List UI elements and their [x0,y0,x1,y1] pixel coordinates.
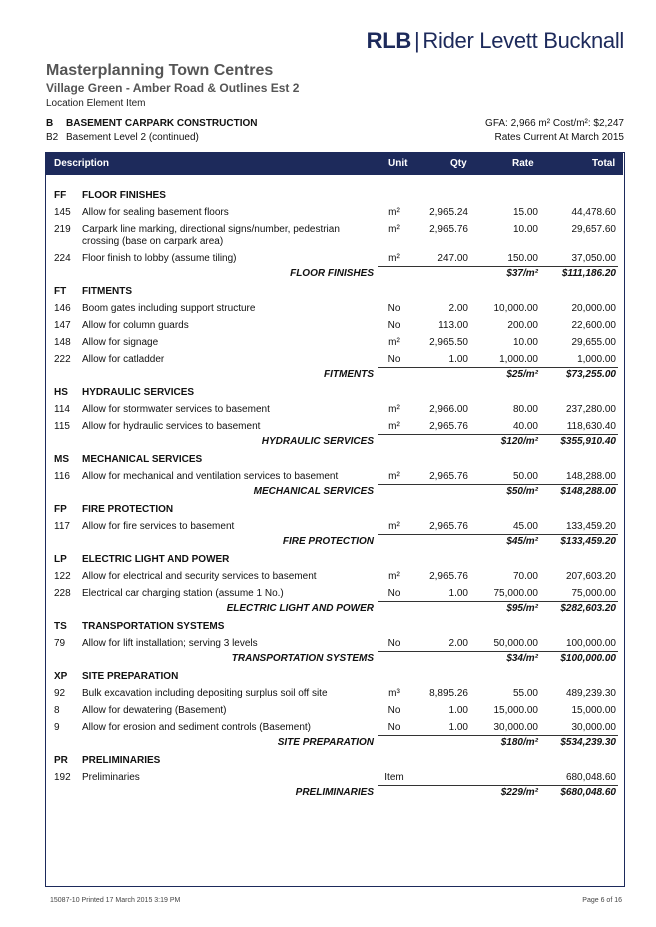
subtotal-label: PRELIMINARIES [295,787,374,798]
subtotal-rule [378,735,618,736]
group-name: MECHANICAL SERVICES [82,454,203,465]
group-code: MS [54,454,69,465]
item-description: Allow for erosion and sediment controls (Basement) [82,722,311,733]
item-rate: 75,000.00 [493,588,538,599]
item-qty: 2,965.76 [429,521,468,532]
item-unit: m² [388,471,400,482]
subtotal-rule [378,601,618,602]
subtotal-total: $148,288.00 [560,486,616,497]
subtotal-rate: $45/m² [506,536,538,547]
item-qty: 2,965.50 [429,337,468,348]
item-code: 147 [54,320,71,331]
item-unit: m³ [388,688,400,699]
item-code: 228 [54,588,71,599]
subtotal-rate: $180/m² [500,737,538,748]
item-total: 237,280.00 [565,404,616,415]
group-code: XP [54,671,68,682]
subtotal-rule [378,484,618,485]
item-unit: No [387,320,401,331]
item-description: Allow for fire services to basement [82,521,235,532]
item-rate: 30,000.00 [493,722,538,733]
subtotal-rate: $25/m² [506,369,538,380]
subtotal-total: $355,910.40 [560,436,616,447]
item-total: 20,000.00 [571,303,616,314]
subtotal-rule [378,651,618,652]
footer-print-info: 15087-10 Printed 17 March 2015 3:19 PM [50,897,181,904]
item-unit: No [387,354,401,365]
subsection-heading: B2 Basement Level 2 (continued) [46,132,199,143]
group-name: FIRE PROTECTION [82,504,174,515]
item-rate: 1,000.00 [499,354,538,365]
subtotal-total: $680,048.60 [560,787,616,798]
item-qty: 2,966.00 [429,404,468,415]
item-total: 118,630.40 [566,421,616,432]
subtotal-total: $282,603.20 [560,603,616,614]
gfa-info: GFA: 2,966 m² Cost/m²: $2,247 [485,118,624,129]
item-qty: 2.00 [448,303,468,314]
item-unit: m² [388,253,400,264]
subtotal-rule [378,785,618,786]
item-qty: 2,965.76 [429,571,468,582]
subtotal-total: $534,239.30 [560,737,616,748]
item-description: Allow for lift installation; serving 3 levels [82,638,258,649]
subtotal-total: $111,186.20 [561,268,616,279]
item-unit: Item [384,772,404,783]
group-name: ELECTRIC LIGHT AND POWER [82,554,230,565]
item-rate: 70.00 [512,571,538,582]
item-description: Boom gates including support structure [82,303,256,314]
item-rate: 150.00 [507,253,538,264]
item-rate: 40.00 [512,421,538,432]
item-unit: m² [388,421,400,432]
group-name: FITMENTS [82,286,132,297]
group-code: HS [54,387,68,398]
item-rate: 15.00 [512,207,538,218]
col-qty: Qty [450,158,467,169]
item-rate: 80.00 [512,404,538,415]
item-unit: No [387,303,401,314]
item-description: Allow for mechanical and ventilation services to basement [82,471,339,482]
subtotal-rate: $120/m² [500,436,538,447]
item-rate: 55.00 [512,688,538,699]
item-unit: No [387,638,401,649]
item-code: 92 [54,688,66,699]
item-code: 79 [54,638,66,649]
group-name: SITE PREPARATION [82,671,179,682]
group-code: FP [54,504,67,515]
group-name: FLOOR FINISHES [82,190,166,201]
footer-page-number: Page 6 of 16 [582,897,622,904]
group-code: LP [54,554,67,565]
item-description: Bulk excavation including depositing surplus soil off site [82,688,328,699]
item-qty: 1.00 [448,705,468,716]
item-description: Preliminaries [82,772,140,783]
col-description: Description [54,158,110,169]
group-name: HYDRAULIC SERVICES [82,387,195,398]
item-qty: 1.00 [448,588,468,599]
item-unit: m² [388,224,400,235]
item-total: 30,000.00 [571,722,616,733]
item-qty: 2,965.76 [429,471,468,482]
item-description: Allow for catladder [82,354,165,365]
subtotal-label: SITE PREPARATION [277,737,374,748]
group-code: FF [54,190,67,201]
item-code: 9 [54,722,60,733]
subtotal-label: ELECTRIC LIGHT AND POWER [226,603,374,614]
item-description: Carpark line marking, directional signs/number, pedestrian crossing (base on carpark area) [82,224,340,247]
item-unit: m² [388,207,400,218]
item-code: 114 [54,404,70,415]
item-code: 146 [54,303,71,314]
item-unit: m² [388,521,400,532]
item-code: 219 [54,224,71,235]
subtotal-rate: $34/m² [506,653,538,664]
report-type: Location Element Item [46,98,146,109]
item-code: 116 [54,471,70,482]
item-rate: 15,000.00 [493,705,538,716]
subtotal-rule [378,434,618,435]
subtotal-rate: $229/m² [500,787,538,798]
group-code: PR [54,755,68,766]
col-rate: Rate [512,158,534,169]
item-rate: 10.00 [512,337,538,348]
item-total: 489,239.30 [565,688,616,699]
item-unit: No [387,588,401,599]
item-qty: 8,895.26 [429,688,468,699]
subtotal-total: $73,255.00 [565,369,616,380]
item-qty: 247.00 [437,253,468,264]
item-unit: No [387,722,401,733]
item-rate: 200.00 [507,320,538,331]
item-total: 37,050.00 [571,253,616,264]
subtotal-rate: $50/m² [506,486,538,497]
item-rate: 45.00 [512,521,538,532]
item-rate: 50,000.00 [493,638,538,649]
item-description: Allow for signage [82,337,159,348]
subtotal-rate: $95/m² [506,603,538,614]
item-qty: 2.00 [448,638,468,649]
item-total: 29,655.00 [571,337,616,348]
group-name: TRANSPORTATION SYSTEMS [82,621,225,632]
subtotal-total: $100,000.00 [560,653,616,664]
subtotal-total: $133,459.20 [560,536,616,547]
item-total: 75,000.00 [571,588,616,599]
item-code: 8 [54,705,60,716]
subtotal-label: FITMENTS [324,369,374,380]
item-qty: 2,965.24 [429,207,468,218]
item-qty: 1.00 [448,354,468,365]
item-description: Floor finish to lobby (assume tiling) [82,253,237,264]
item-description: Allow for dewatering (Basement) [82,705,227,716]
item-total: 680,048.60 [565,772,616,783]
item-unit: m² [388,571,400,582]
item-total: 100,000.00 [565,638,616,649]
item-description: Electrical car charging station (assume 1 No.) [82,588,284,599]
subtotal-rule [378,266,618,267]
section-heading: B BASEMENT CARPARK CONSTRUCTION [46,118,258,129]
item-description: Allow for electrical and security services to basement [82,571,317,582]
item-total: 207,603.20 [565,571,616,582]
item-unit: No [387,705,401,716]
item-description: Allow for column guards [82,320,189,331]
item-unit: m² [388,337,400,348]
table-header [45,152,623,175]
subtotal-label: FLOOR FINISHES [290,268,374,279]
item-description: Allow for hydraulic services to basement [82,421,261,432]
subtotal-label: HYDRAULIC SERVICES [261,436,374,447]
group-code: TS [54,621,67,632]
item-qty: 2,965.76 [429,421,468,432]
page-title: Masterplanning Town Centres [46,62,274,79]
item-code: 117 [54,521,70,532]
item-description: Allow for sealing basement floors [82,207,229,218]
item-total: 44,478.60 [571,207,616,218]
item-code: 192 [54,772,71,783]
item-total: 15,000.00 [571,705,616,716]
col-total: Total [592,158,616,169]
group-name: PRELIMINARIES [82,755,161,766]
item-code: 222 [54,354,71,365]
group-code: FT [54,286,67,297]
item-code: 148 [54,337,71,348]
company-logo: RLB | Rider Levett Bucknall [366,28,624,53]
item-description: Allow for stormwater services to basement [82,404,270,415]
item-total: 1,000.00 [577,354,616,365]
subtotal-rate: $37/m² [506,268,538,279]
subtotal-label: TRANSPORTATION SYSTEMS [231,653,374,664]
item-qty: 1.00 [448,722,468,733]
item-rate: 50.00 [512,471,538,482]
subtotal-label: FIRE PROTECTION [282,536,374,547]
item-total: 22,600.00 [571,320,616,331]
item-unit: m² [388,404,400,415]
item-total: 29,657.60 [571,224,616,235]
item-total: 148,288.00 [565,471,616,482]
item-code: 115 [54,421,70,432]
item-qty: 2,965.76 [429,224,468,235]
item-code: 145 [54,207,71,218]
subtotal-label: MECHANICAL SERVICES [253,486,374,497]
subtotal-rule [378,534,618,535]
col-unit: Unit [388,158,408,169]
item-rate: 10,000.00 [493,303,538,314]
item-code: 224 [54,253,71,264]
subtotal-rule [378,367,618,368]
item-qty: 113.00 [438,320,468,331]
rates-info: Rates Current At March 2015 [494,132,624,143]
item-rate: 10.00 [512,224,538,235]
page-subtitle: Village Green - Amber Road & Outlines Est 2 [46,81,300,95]
item-code: 122 [54,571,71,582]
item-total: 133,459.20 [565,521,616,532]
